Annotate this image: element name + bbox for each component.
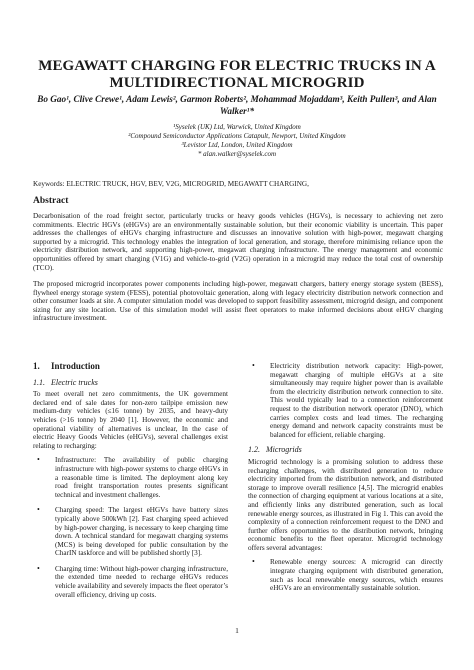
subsection-heading-microgrids (248, 446, 443, 455)
corresponding-email: * alan.walker@syselek.com (197, 150, 277, 158)
left-column (33, 362, 228, 606)
keywords-text: : ELECTRIC TRUCK, HGV, BEV, V2G, MICROGRID, MEGAWATT CHARGING, (62, 180, 309, 188)
subsection-number: 1.2. (248, 445, 260, 455)
bullet-icon: • (252, 557, 255, 567)
list-item (33, 565, 228, 599)
list-item-text: Charging time: Without high-power charging infrastructure, the extended time needed to recharge eHGVs reduces vehicle availability and severely impacts the fleet operator’s overall efficiency, driving up costs. (55, 564, 228, 599)
list-item (248, 362, 443, 439)
list-item (248, 558, 443, 592)
list-item-text: Renewable energy sources: A microgrid can directly integrate charging equipment with distributed generation, such as local renewable energy sources, which ensures eHGVs are an environmentally sustainable solution. (270, 558, 443, 593)
bullet-icon: • (37, 505, 40, 515)
affiliation-2: ²Compound Semiconductor Applications Catapult, Newport, United Kingdom (128, 132, 346, 140)
advantages-list (248, 558, 443, 592)
subsection-number: 1.1. (33, 377, 45, 387)
microgrids-paragraph: Microgrid technology is a promising solution to address these recharging challenges, with distributed generation to reduce electricity imported from the distribution network, and distributed storage to improve overall resilience [4,5]. The microgrid enables the connection of charging equipment at various locations at a site, and efficiently links any distributed generation, such as local renewable energy sources, as illustrated in Fig 1. This can avoid the complexity of a connection reinforcement request to the DNO and further offers opportunities to the distribution network, bringing economic benefits to the fleet operator. Microgrid technology offers several advantages: (248, 457, 443, 552)
subsection-title: Microgrids (266, 445, 302, 455)
section-heading-introduction (33, 362, 228, 371)
abstract-heading: Abstract (33, 196, 69, 206)
list-item-text: Infrastructure: The availability of public charging infrastructure with high-power systems to charge eHGVs in a reasonable time is limited. The deployment along key road freight transportation routes presents significant technical and investment challenges. (55, 456, 228, 499)
paper-title: MEGAWATT CHARGING FOR ELECTRIC TRUCKS IN A MULTIDIRECTIONAL MICROGRID (38, 58, 436, 91)
bullet-icon: • (37, 563, 40, 573)
electric-trucks-paragraph: To meet overall net zero commitments, the UK government declared end of sale dates for non-zero tailpipe emission new medium-duty vehicles (≤16 tonne) by 2035, and heavy-duty vehicles (>16 tonne) by 2040 [1]. However, the economic and operational viability of alternatives is unclear, In the case of electric Heavy Goods Vehicles (eHGVs), several challenges exist relating to recharging: (33, 390, 228, 450)
challenges-list (33, 456, 228, 599)
list-item-text: Electricity distribution network capacity: High-power, megawatt charging of multiple eHGVs at a site simultaneously may require higher power than is available from the electricity distribution network connection to site. This would typically lead to a connection reinforcement request to the distribution network operator (DNO), which carries complex costs and lead times. The recharging energy demand and network capacity constraints must be balanced for efficient, reliable charging. (270, 362, 443, 439)
author-list: Bo Gao¹, Clive Crewe¹, Adam Lewis², Garmon Roberts², Mohammad Mojaddam³, Keith Pullen³, and Alan Walker¹* (37, 94, 437, 116)
section-title: Introduction (51, 361, 100, 371)
subsection-heading-electric-trucks (33, 379, 228, 388)
right-column (248, 362, 443, 600)
list-item (33, 506, 228, 558)
affiliation-1: ¹Syselek (UK) Ltd, Warwick, United Kingdom (173, 123, 301, 131)
page-number: 1 (235, 626, 239, 635)
abstract-paragraph-2: The proposed microgrid incorporates power components including high-power, megawatt chargers, battery energy storage system (BESS), flywheel energy storage system (FESS), potential photovoltaic generation, along with legacy electricity distribution network connection and other consumer loads at site. A computer simulation model was developed to support feasibility assessment, microgrid design, and component sizing for any site location. Use of this simulation model will assist fleet operators to make informed decisions about eHGV charging infrastructure investment. (33, 280, 443, 323)
section-number: 1. (33, 361, 40, 371)
affiliation-3: ³Levistor Ltd, London, United Kingdom (181, 141, 293, 149)
list-item-text: Charging speed: The largest eHGVs have battery sizes typically above 500kWh [2]. Fast charging speed achieved by high-power charging, is necessary to keep charging time down. A technical standard for megawatt charging systems (MCS) is being developed for public consultation by the CharIN taskforce and will be published shortly [3]. (55, 506, 228, 558)
bullet-icon: • (252, 361, 255, 370)
keywords-label: Keywords (33, 180, 63, 188)
affiliations (20, 123, 454, 159)
challenges-list-continued (248, 362, 443, 439)
subsection-title: Electric trucks (51, 377, 98, 387)
keywords-line (33, 180, 443, 189)
abstract-paragraph-1: Decarbonisation of the road freight sector, particularly trucks or heavy goods vehicles (HGVs), is necessary to achieving net zero commitments. Electric HGVs (eHGVs) are an environmentally sustainable solution, but their economic viability is uncertain. This paper addresses the challenges of eHGVs charging infrastructure and discusses an innovative solution with high-power, megawatt charging supported by a microgrid. This technology enables the integration of local generation, and storage, therefore minimising reliance upon the electricity distribution network, and supporting high-power, megawatt charging infrastructure. The energy management and economic opportunities offered by smart charging (V1G) and vehicle-to-grid (V2G) operation in a microgrid may reduce the total cost of ownership (TCO). (33, 212, 443, 272)
list-item (33, 456, 228, 499)
bullet-icon: • (37, 455, 40, 465)
